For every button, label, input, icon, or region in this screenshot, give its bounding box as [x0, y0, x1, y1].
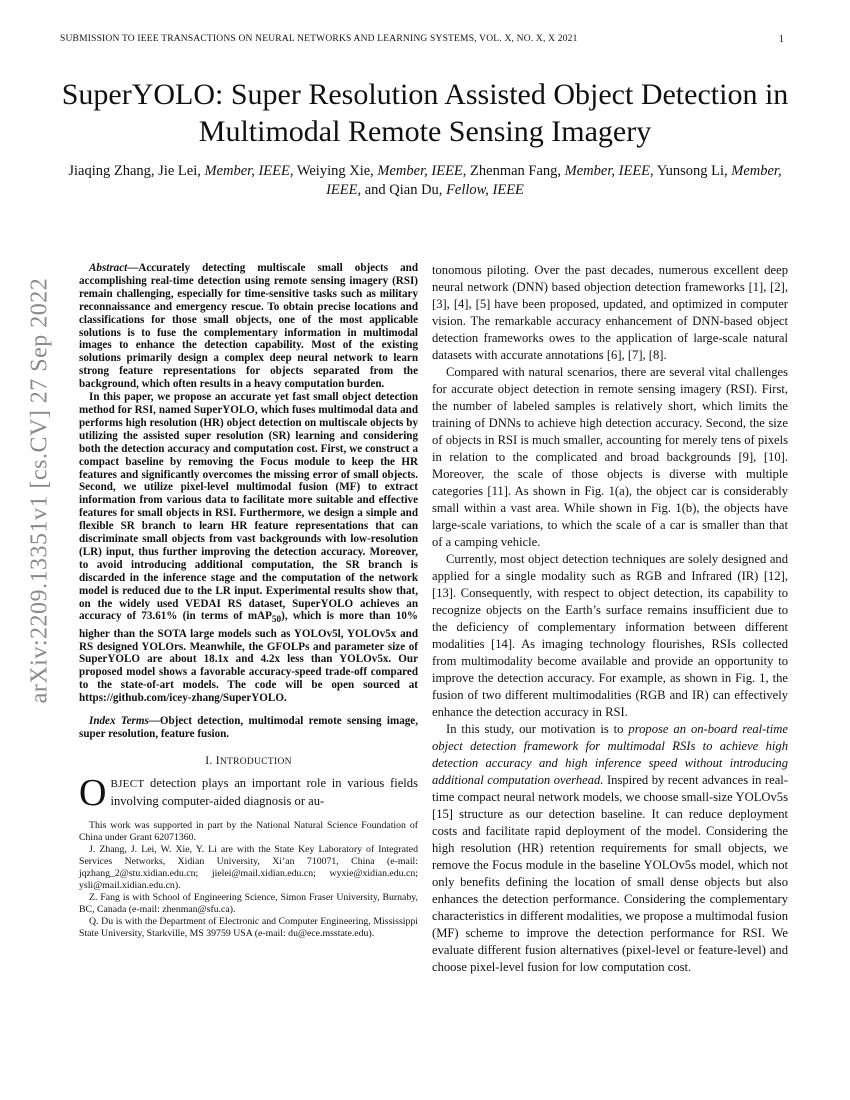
arxiv-stamp [22, 277, 58, 703]
drop-cap: O [79, 771, 107, 814]
author-list [60, 162, 790, 200]
body-paragraph: tonomous piloting. Over the past decades, numerous excellent deep neural network (DNN) based objection detection frameworks [1], [2], [3], [4], [5] have been proposed, updated, and optimized in computer vision. The remarkable accuracy enhancement of DNN-based object detection frameworks owes to the application of large-scale natural datasets with accurate annotations [6], [7], [8]. [432, 263, 788, 362]
abstract-subscript: 50 [271, 615, 282, 626]
body-text: In this study, our motivation is to [446, 722, 629, 736]
paper-title: SuperYOLO: Super Resolution Assisted Object Detection in Multimodal Remote Sensing Imagery [61, 78, 789, 148]
intro-body: detection plays an important role in various fields involving computer-aided diagnosis or au- [110, 775, 418, 808]
abstract-paragraph [79, 391, 418, 705]
author-names: , and Qian Du, [357, 182, 447, 198]
left-column [79, 262, 418, 940]
author-membership: Member, IEEE [564, 163, 651, 179]
footnote: Q. Du is with the Department of Electronic and Computer Engineering, Mississippi State University, Starkville, MS 39759 USA (e-mail: du@ece.msstate.edu). [79, 915, 418, 939]
author-names: , Zhenman Fang, [462, 163, 565, 179]
right-body-text [432, 262, 788, 976]
body-text: Inspired by recent advances in real-time compact neural network models, we choose small-size YOLOv5s [15] structure as our detection baseline. It can reduce deployment costs and facilitate rapid deployment of the model. Considering the high resolution (HR) retention requirements for small objects, we remove the Focus module in the baseline YOLOv5s model, which not only benefits defining the location of small dense objects but also enhances the detection performance. Considering the complementary characteristics in different modalities, we propose a multimodal fusion (MF) scheme to improve the detection performance for RSI. We evaluate different fusion alternatives (pixel-level or feature-level) and choose pixel-level fusion for low computation cost. [432, 773, 788, 974]
abstract [79, 262, 418, 705]
section-title-rest: NTRODUCTION [219, 756, 292, 767]
index-terms [79, 715, 418, 741]
index-terms-text: —Object detection, multimodal remote sensing image, super resolution, feature fusion. [79, 715, 418, 740]
arxiv-stamp-text: arXiv:2209.13351v1 [cs.CV] 27 Sep 2022 [26, 277, 53, 703]
right-column [432, 262, 788, 976]
section-heading [79, 755, 418, 767]
abstract-text: In this paper, we propose an accurate yet fast small object detection method for RSI, named SuperYOLO, which fuses multimodal data and performs high resolution (HR) object detection on multiscale objects by utilizing the assisted super resolution (SR) learning and considering both the detection accuracy and computation cost. First, we construct a compact baseline by removing the Focus module to keep the HR features and significantly overcomes the missing error of small objects. Second, we utilize pixel-level multimodal fusion (MF) to extract information from various data to facilitate more suitable and effective features for small objects in RSI. Furthermore, we design a simple and flexible SR branch to learn HR feature representations that can discriminate small objects from vast backgrounds with low-resolution (LR) input, thus further improving the detection accuracy. Moreover, to avoid introducing additional computation, the SR branch is discarded in the inference stage and the computation of the network model is reduced due to the LR input. Experimental results show that, on the widely used VEDAI RS dataset, SuperYOLO achieves an accuracy of 73.61% (in terms of mAP [79, 391, 418, 623]
section-number: I. [205, 754, 216, 767]
author-names: Jiaqing Zhang, Jie Lei, [68, 163, 205, 179]
intro-paragraph [79, 771, 418, 814]
running-head: SUBMISSION TO IEEE TRANSACTIONS ON NEURAL NETWORKS AND LEARNING SYSTEMS, VOL. X, NO. X, X 2021 [60, 34, 578, 44]
intro-first-word: BJECT [110, 777, 145, 790]
abstract-paragraph [79, 262, 418, 391]
abstract-lead: Abstract [89, 262, 128, 274]
index-terms-lead: Index Terms [89, 715, 149, 728]
footnote: This work was supported in part by the National Natural Science Foundation of China under Grant 62071360. [79, 819, 418, 843]
body-paragraph: Compared with natural scenarios, there are several vital challenges for accurate object detection in remote sensing imagery (RSI). First, the number of labeled samples is relatively short, which limits the training of DNNs to achieve high detection accuracy. Second, the size of objects in RSI is much smaller, accounting for merely tens of pixels in relation to the complicated and broad backgrounds [9], [10]. Moreover, the scale of those objects is diverse with multiple categories [11]. As shown in Fig. 1(a), the object car is considerably small within a vast area. While shown in Fig. 1(b), the objects have large-scale variations, to which the scale of a car is smaller than that of a camping vehicle. [432, 365, 788, 549]
author-membership: Member, IEEE [204, 163, 290, 179]
abstract-text: ), which is more than 10% higher than the SOTA large models such as YOLOv5l, YOLOv5x and RS designed YOLOrs. Meanwhile, the GFOLPs and parameter size of SuperYOLO are about 18.1x and 4.2x less than YOLOv5x. Our proposed model shows a favorable accuracy-speed trade-off compared to the state-of-art models. The code will be open sourced at https://github.com/icey-zhang/SuperYOLO. [79, 610, 419, 705]
author-membership: Fellow, IEEE [446, 182, 524, 198]
author-names: , Yunsong Li, [650, 163, 732, 179]
body-paragraph [432, 721, 788, 976]
body-paragraph: Currently, most object detection techniques are solely designed and applied for a single modality such as RGB and Infrared (IR) [12], [13]. Consequently, with respect to object detection, its capability to recognize objects on the Earth’s surface remains insufficient due to the deficiency of complementary information between different modalities [14]. As imaging technology flourishes, RSIs collected from multimodality become available and provide an opportunity to improve the detection accuracy. For example, as shown in Fig. 1, the fusion of two different multimodalities (RGB and IR) can effectively enhance the detection accuracy in RSI. [432, 552, 788, 719]
footnotes [79, 820, 418, 940]
abstract-text: —Accurately detecting multiscale small objects and accomplishing real-time detection using remote sensing imagery (RSI) remain challenging, especially for time-sensitive tasks such as military reconnaissance and emergency rescue. To obtain precise locations and classifications for those small objects, one of the most applicable solutions is to fuse the complementary information in multimodal images to enhance the detection capability. Most of the existing solutions primarily design a complex deep neural network to learn strong feature representations for objects separated from the background, which often results in a heavy computation burden. [79, 262, 418, 391]
author-membership: Member, IEEE [326, 163, 782, 198]
intro-text [79, 771, 418, 814]
section-title-initial: I [215, 754, 220, 767]
page-number: 1 [778, 34, 784, 45]
footnote: Z. Fang is with School of Engineering Science, Simon Fraser University, Burnaby, BC, Canada (e-mail: zhenman@sfu.ca). [79, 891, 418, 915]
footnote: J. Zhang, J. Lei, W. Xie, Y. Li are with the State Key Laboratory of Integrated Services Networks, Xidian University, Xi’an 710071, China (e-mail: jqzhang_2@stu.xidian.edu.cn; jielei@mail.xidian.edu.cn; wyxie@xidian.edu.cn; ysli@mail.xidian.edu.cn). [79, 843, 418, 891]
body-emphasis: propose an on-board real-time object detection framework for multimodal RSIs to achieve high detection accuracy and high inference speed without introducing additional computation overhead. [432, 722, 788, 787]
author-names: , Weiying Xie, [289, 163, 378, 179]
author-membership: Member, IEEE [377, 163, 463, 179]
